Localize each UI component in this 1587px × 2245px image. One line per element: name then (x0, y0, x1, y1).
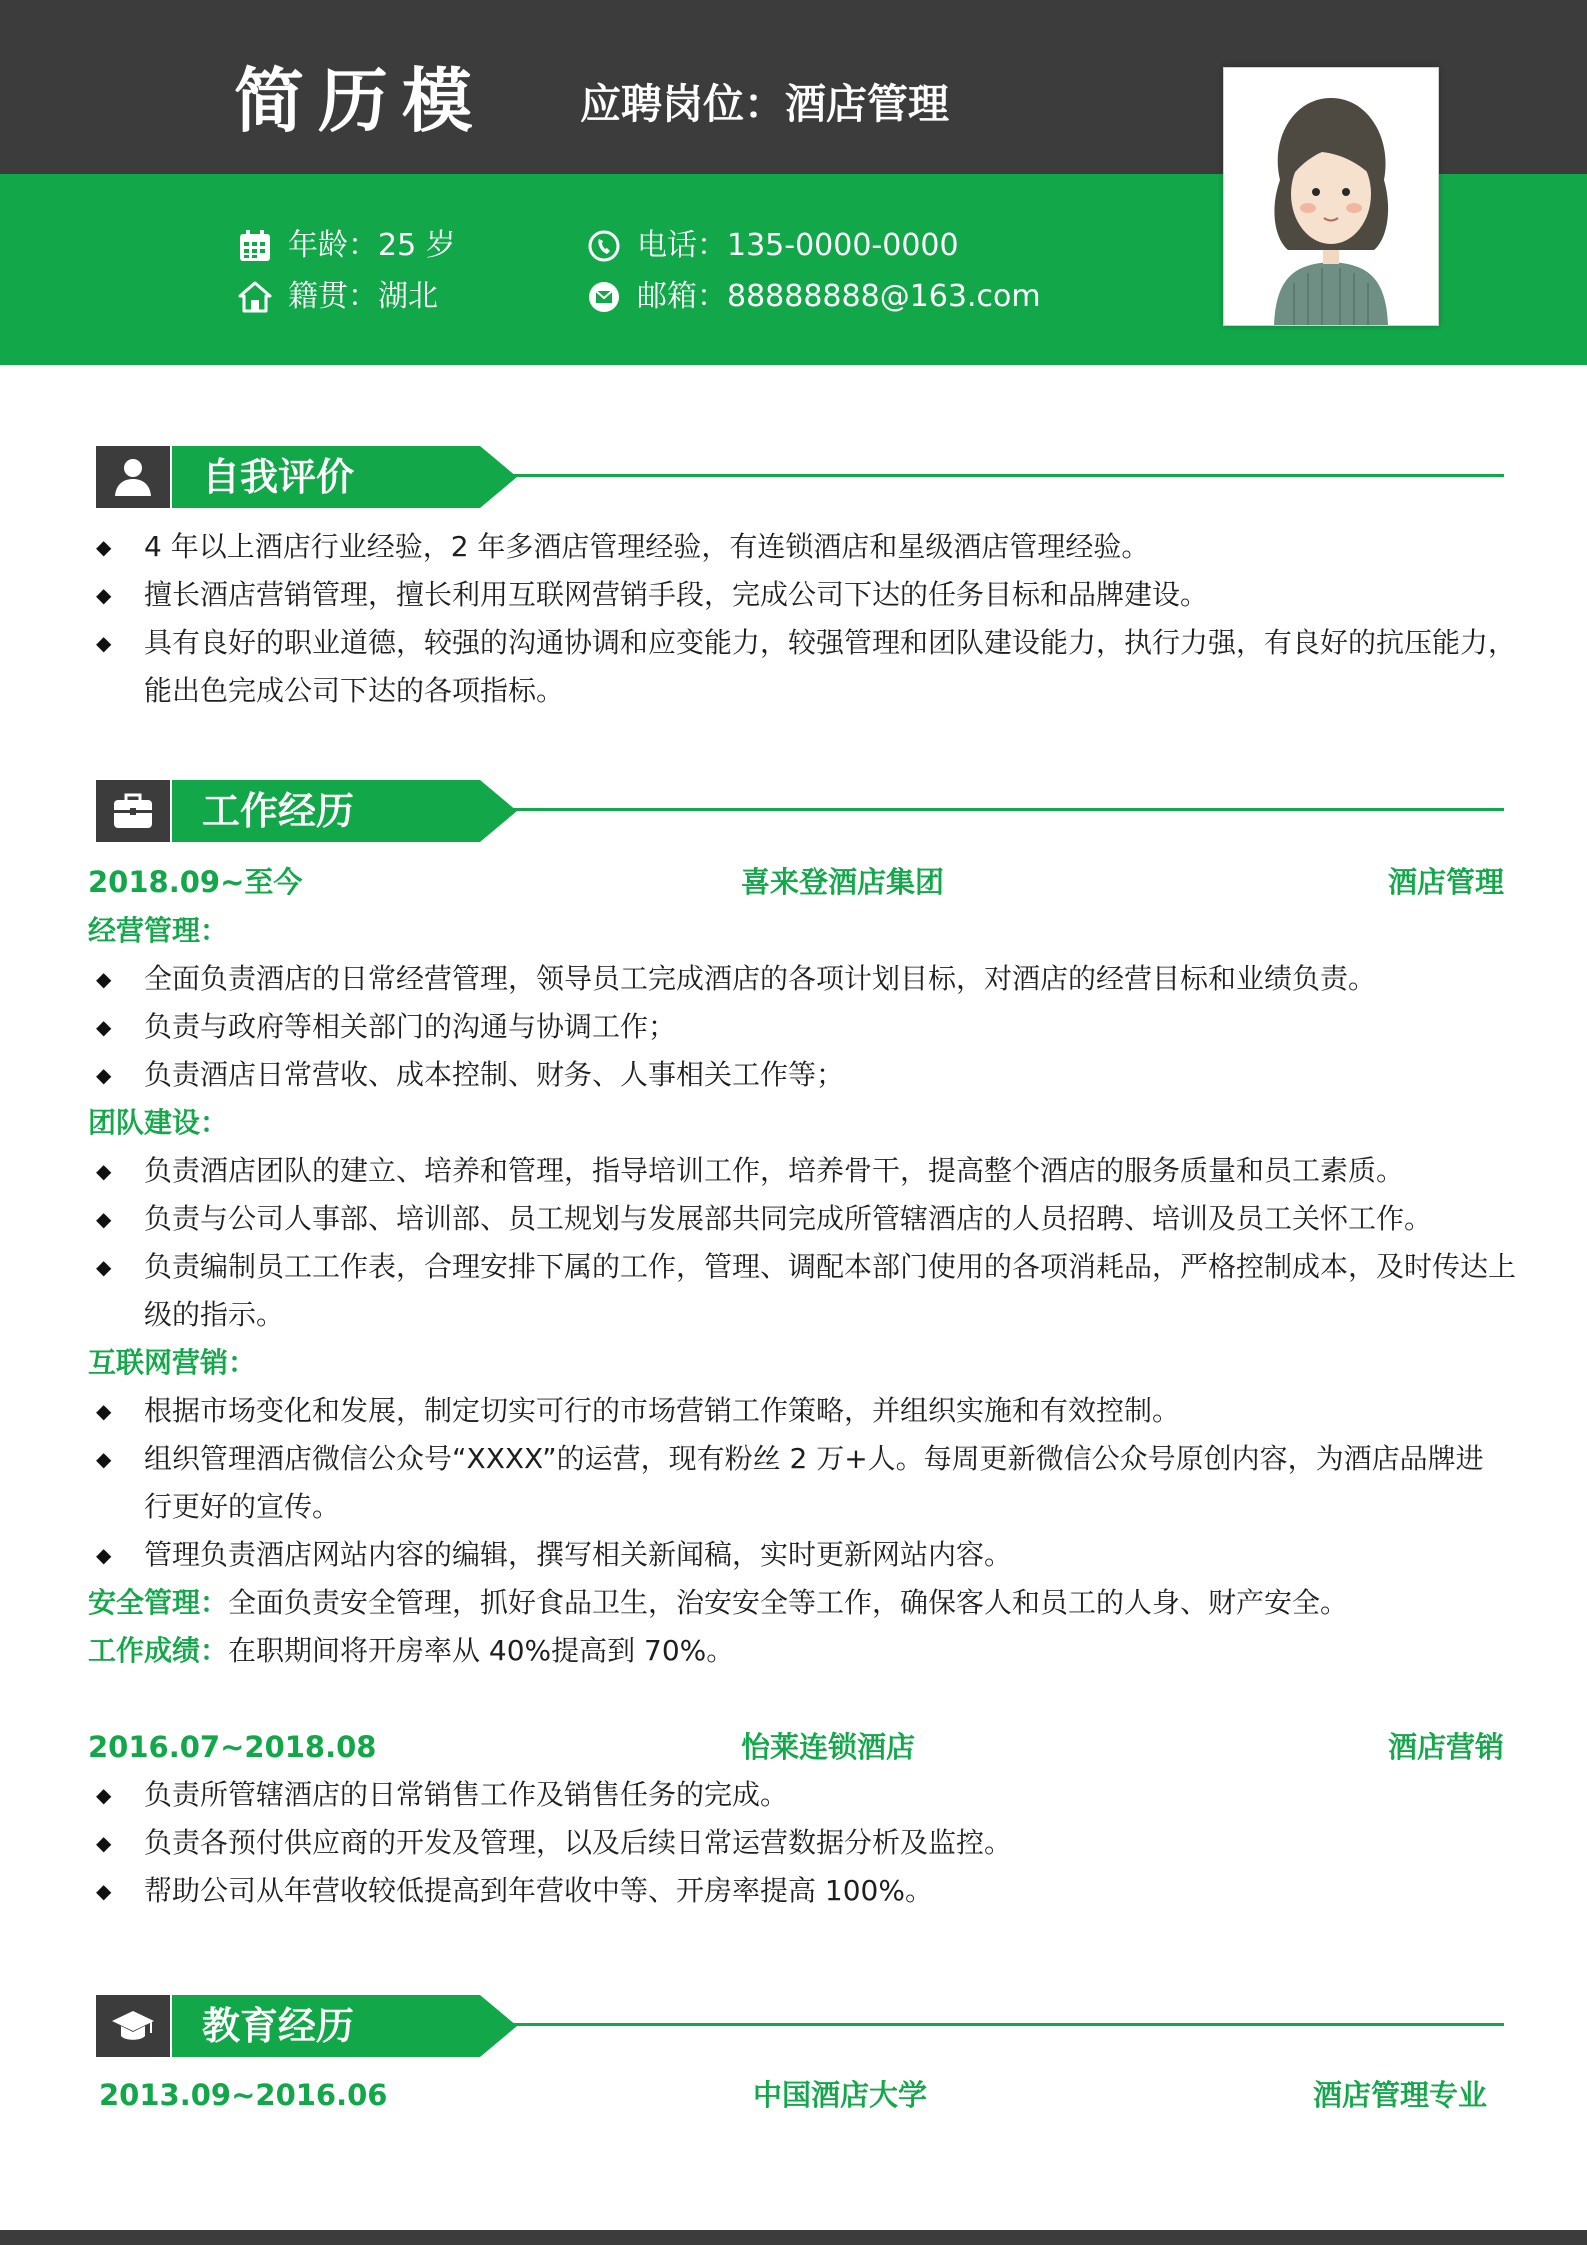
phone-info (587, 226, 959, 266)
list-item: ◆ 负责与政府等相关部门的沟通与协调工作； (96, 1003, 1506, 1051)
briefcase-icon (110, 788, 156, 834)
list-item-continuation: 行更好的宣传。 (144, 1490, 341, 1523)
calendar-icon (238, 229, 272, 263)
applied-position: 应聘岗位：酒店管理 (580, 80, 949, 128)
job-1-header (88, 858, 1504, 906)
list-item: ◆ 4 年以上酒店行业经验，2 年多酒店管理经验，有连锁酒店和星级酒店管理经验。 (96, 523, 1506, 571)
list-item: ◆ 帮助公司从年营收较低提高到年营收中等、开房率提高 100%。 (96, 1867, 1506, 1915)
profile-photo (1223, 67, 1439, 326)
section-title: 自我评价 (202, 455, 355, 499)
list-item: ◆ 具有良好的职业道德，较强的沟通协调和应变能力，较强管理和团队建设能力，执行力强，有良好的抗压能力， (96, 619, 1506, 667)
safety-text: 全面负责安全管理，抓好食品卫生，治安安全等工作，确保客人和员工的人身、财产安全。 (228, 1586, 1349, 1619)
section-rule (496, 2023, 1504, 2026)
safety-line (88, 1579, 1348, 1627)
avatar-illustration (1224, 68, 1438, 325)
edu-period: 2013.09~2016.06 (99, 2078, 388, 2112)
list-item: ◆ 全面负责酒店的日常经营管理，领导员工完成酒店的各项计划目标，对酒店的经营目标和业绩负责。 (96, 955, 1506, 1003)
job-period: 2016.07~2018.08 (88, 1730, 377, 1764)
age-info (238, 226, 456, 266)
subheading-ops: 经营管理： (88, 914, 229, 947)
briefcase-icon-box (96, 780, 170, 842)
graduation-cap-icon-box (96, 1995, 170, 2057)
list-item: ◆ 擅长酒店营销管理，擅长利用互联网营销手段，完成公司下达的任务目标和品牌建设。 (96, 571, 1506, 619)
subheading-team: 团队建设： (88, 1106, 229, 1139)
phone-value[interactable]: 135-0000-0000 (727, 228, 959, 263)
mail-icon (587, 280, 621, 314)
position-value: 酒店管理 (785, 80, 949, 128)
list-item-continuation: 级的指示。 (144, 1298, 285, 1331)
email-label: 邮箱 ： (637, 277, 727, 317)
graduation-cap-icon (110, 2003, 156, 2049)
job-role: 酒店管理 (1387, 865, 1504, 899)
list-item: ◆ 负责酒店团队的建立、培养和管理，指导培训工作，培养骨干，提高整个酒店的服务质量和员工素质。 (96, 1147, 1506, 1195)
home-icon (238, 280, 272, 314)
job-company: 喜来登酒店集团 (741, 865, 945, 899)
email-info (587, 277, 1041, 317)
list-item: ◆ 负责各预付供应商的开发及管理，以及后续日常运营数据分析及监控。 (96, 1819, 1506, 1867)
person-icon (110, 454, 156, 500)
list-item: ◆ 负责酒店日常营收、成本控制、财务、人事相关工作等； (96, 1051, 1506, 1099)
list-item-continuation: 能出色完成公司下达的各项指标。 (144, 674, 565, 707)
job-period: 2018.09~至今 (88, 865, 303, 899)
list-item: ◆ 根据市场变化和发展，制定切实可行的市场营销工作策略，并组织实施和有效控制。 (96, 1387, 1506, 1435)
section-rule (496, 474, 1504, 477)
job-2-header (88, 1723, 1504, 1771)
person-icon-box (96, 446, 170, 508)
job-role: 酒店营销 (1387, 1730, 1504, 1764)
phone-label: 电话 ： (637, 226, 727, 266)
edu-major: 酒店管理专业 (1312, 2078, 1487, 2112)
result-line (88, 1627, 734, 1675)
section-title: 工作经历 (202, 789, 355, 833)
result-label: 工作成绩： (88, 1634, 229, 1667)
list-item: ◆ 管理负责酒店网站内容的编辑，撰写相关新闻稿，实时更新网站内容。 (96, 1531, 1506, 1579)
list-item: ◆ 负责与公司人事部、培训部、员工规划与发展部共同完成所管辖酒店的人员招聘、培训及员工关怀工作。 (96, 1195, 1506, 1243)
section-header-self (96, 446, 1504, 508)
edu-school: 中国酒店大学 (753, 2078, 928, 2112)
section-title: 教育经历 (202, 2004, 355, 2048)
list-item: ◆ 负责所管辖酒店的日常销售工作及销售任务的完成。 (96, 1771, 1506, 1819)
safety-label: 安全管理： (88, 1586, 229, 1619)
list-item: ◆ 负责编制员工工作表，合理安排下属的工作，管理、调配本部门使用的各项消耗品，严格控制成本，及时传达上 (96, 1243, 1506, 1291)
hometown-info (238, 277, 438, 317)
subheading-marketing: 互联网营销： (88, 1346, 257, 1379)
list-item: ◆ 组织管理酒店微信公众号“XXXX”的运营，现有粉丝 2 万+人。每周更新微信公众号原创内容，为酒店品牌进 (96, 1435, 1506, 1483)
email-value[interactable]: 88888888@163.com (727, 279, 1041, 314)
hometown-value: 湖北 (378, 279, 438, 314)
job-company: 怡莱连锁酒店 (741, 1730, 916, 1764)
resume-name: 简历模 (234, 60, 486, 142)
section-header-work (96, 780, 1504, 842)
phone-icon (587, 229, 621, 263)
age-value: 25 岁 (378, 228, 456, 263)
result-text: 在职期间将开房率从 40%提高到 70%。 (228, 1634, 735, 1667)
section-rule (496, 808, 1504, 811)
education-row (99, 2071, 1487, 2119)
position-label: 应聘岗位 (580, 80, 744, 128)
section-header-edu (96, 1995, 1504, 2057)
footer-dark-band (0, 2230, 1587, 2245)
age-label: 年龄 ： (288, 226, 378, 266)
hometown-label: 籍贯 ： (288, 277, 378, 317)
